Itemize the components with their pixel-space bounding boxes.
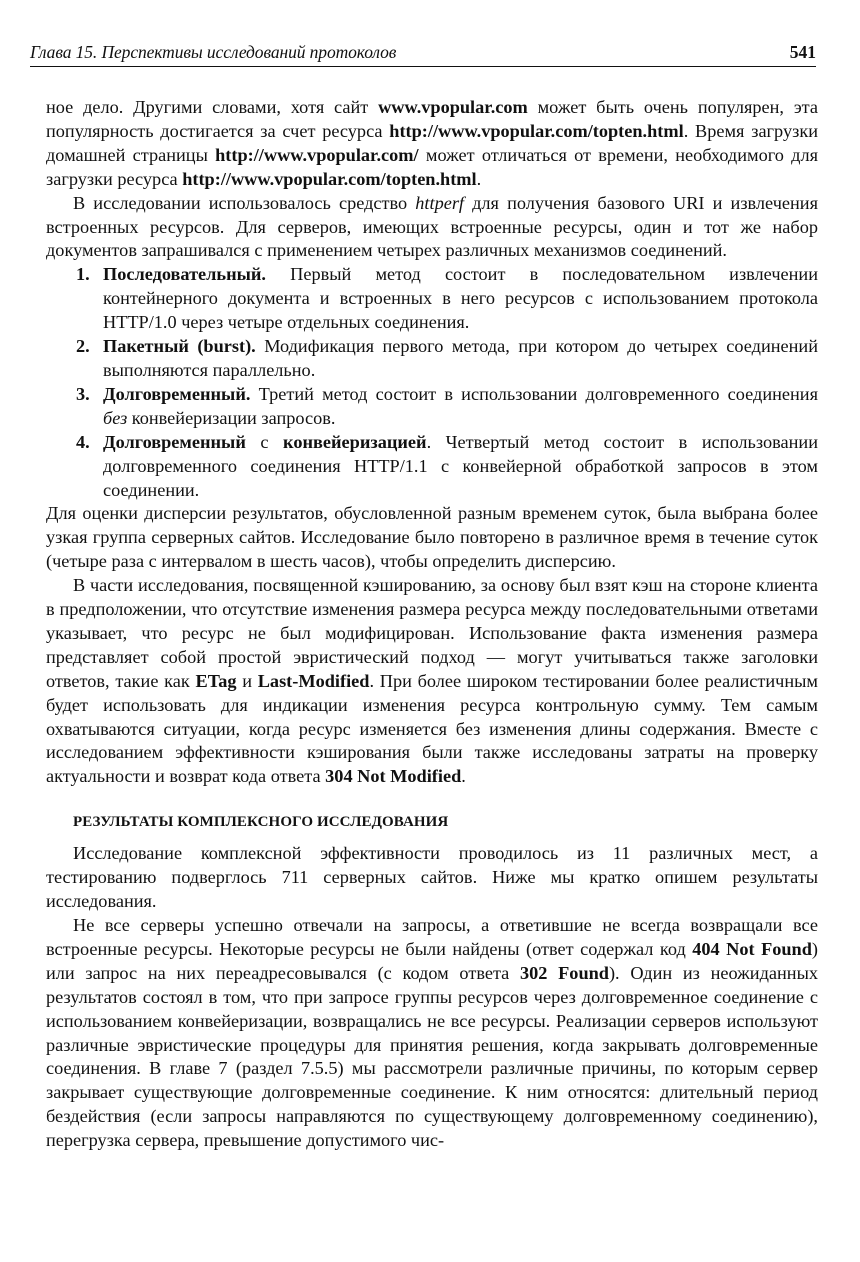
list-item [46, 431, 818, 503]
text-run: В исследовании использовалось средство [73, 192, 416, 213]
text-run: ное дело. Другими словами, хотя сайт [46, 97, 379, 117]
method-name: Пакетный (burst). [103, 336, 256, 357]
text-run: . [461, 766, 466, 787]
text-run: Исследование комплексной эффективности проводилось из 11 различных мест, а тестированию подверглось 711 серверных сайтов. Ниже мы кратко опишем результаты исследования. [46, 843, 818, 912]
text-run: Для оценки дисперсии результатов, обусловленной разным временем суток, была выбрана более узкая группа серверных сайтов. Исследование было повторено в различное время в течение суток (четыре раза с интервалом в шесть часов), чтобы определить дисперсию. [46, 503, 818, 572]
method-description: Третий метод состоит в использовании долговременного соединения [250, 383, 818, 404]
list-number: 4. [76, 431, 90, 452]
text-run: ). Один из неожиданных результатов состоял в том, что при запросе группы ресурсов через долговременное соединение с использованием конвейеризации, возвращались не все ресурсы. Реализации серверов используют различные эвристические процедуры для принятия решения, когда закрывать долговременные соединения. В главе 7 (раздел 7.5.5) мы рассмотрели различные причины, по которым сервер закрывает существующие долговременные соединение. К ним относятся: длительный период бездействия (если запросы направляются по существующему долговременному соединению), перегрузка сервера, превышение допустимого чис- [46, 962, 818, 1151]
url-topten: http://www.vpopular.com/topten.html [389, 120, 684, 141]
method-description: Модификация первого метода, при котором до четырех соединений выполняются параллельно. [103, 336, 818, 380]
url-topten: http://www.vpopular.com/topten.html [182, 168, 477, 189]
url-home: http://www.vpopular.com/ [215, 144, 419, 165]
method-name: Долговременный. [103, 383, 251, 404]
page-number: 541 [789, 42, 816, 62]
header-name-last-modified: Last-Modified [257, 670, 370, 691]
text-run: с [245, 431, 284, 452]
paragraph-scope [46, 842, 818, 914]
status-code-304: 304 Not Modified [325, 766, 462, 787]
status-code-404: 404 Not Found [692, 938, 812, 959]
method-name: Долговременный [103, 431, 246, 452]
text-run: В части исследования, посвященной кэшированию, за основу был взят кэш на стороне клиента в предположении, что отсутствие изменения размера ресурса между последовательными ответами указывает, что ресурс не был модифицирован. Использование факта изменения размера представляет собой простой эвристический подход — могут учитываться также заголовки ответов, такие как [46, 575, 818, 691]
text-run: может быть очень популярен, эта популярность достигается за счет ресурса [46, 97, 818, 141]
text-run: . Время загрузки домашней страницы [46, 120, 818, 165]
method-name: Последовательный. [103, 264, 267, 285]
text-run: может отличаться от времени, необходимого для загрузки ресурса [46, 144, 818, 189]
text-run: и [236, 670, 258, 691]
list-number: 2. [76, 336, 90, 357]
tool-name: httperf [415, 192, 465, 213]
method-description: Первый метод состоит в последовательном извлечении контейнерного документа и встроенных в него ресурсов с использованием протокола HTTP/1.0 через четыре отдельных соединения. [103, 264, 818, 333]
list-number: 1. [76, 264, 90, 285]
text-run: Не все серверы успешно отвечали на запросы, а ответившие не всегда возвращали все встроенные ресурсы. Некоторые ресурсы не были найдены (ответ содержал код [46, 915, 818, 959]
paragraph-caching [46, 574, 818, 789]
method-description: конвейеризации запросов. [127, 407, 336, 428]
body-text [46, 96, 818, 1153]
text-run: для получения базового URI и извлечения встроенных ресурсов. Для серверов, имеющих встроенные ресурсы, один и тот же набор документов запрашивался с применением четырех различных механизмов соединений. [46, 192, 818, 261]
paragraph-continuation [46, 96, 818, 192]
method-description: . Четвертый метод состоит в использовании долговременного соединения HTTP/1.1 с конвейерной обработкой запросов в этом соединении. [103, 431, 818, 500]
list-item [46, 335, 818, 383]
text-run: ) или запрос на них переадресовывался (с кодом ответа [46, 938, 818, 983]
section-heading: РЕЗУЛЬТАТЫ КОМПЛЕКСНОГО ИССЛЕДОВАНИЯ [73, 814, 449, 831]
url-vpopular: www.vpopular.com [378, 97, 528, 117]
running-head [30, 42, 816, 67]
connection-methods-list [46, 263, 818, 502]
header-name-etag: ETag [195, 670, 237, 691]
text-run: . При более широком тестировании более реалистичным будет использовать для индикации изменения ресурса контрольную сумму. Тем самым охватываются ситуации, когда ресурс изменяется без изменения длины содержания. Вместе с исследованием эффективности кэширования были также исследованы затраты на проверку актуальности и возврат кода ответа [46, 670, 818, 787]
paragraph-httperf [46, 192, 818, 264]
status-code-302: 302 Found [520, 962, 609, 983]
paragraph-dispersion [46, 502, 818, 574]
chapter-title: Глава 15. Перспективы исследований протоколов [30, 42, 397, 62]
text-run: . [476, 168, 482, 189]
paragraph-results [46, 914, 818, 1153]
list-item [46, 263, 818, 335]
list-number: 3. [76, 383, 90, 404]
method-name: конвейеризацией [283, 431, 427, 452]
list-item [46, 383, 818, 431]
emphasis: без [103, 407, 128, 428]
